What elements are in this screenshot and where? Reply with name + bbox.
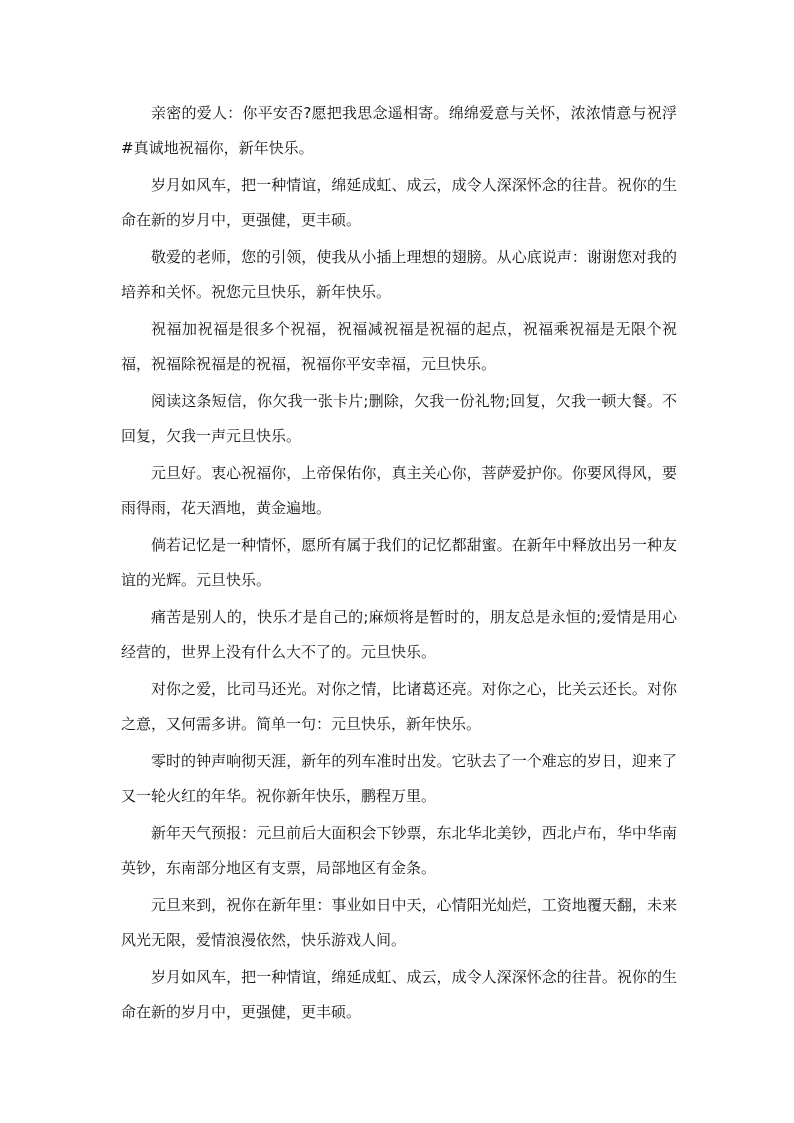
paragraph-11: 新年天气预报：元旦前后大面积会下钞票，东北华北美钞，西北卢布，华中华南英钞，东南部分地区有支票，局部地区有金条。	[121, 824, 677, 877]
paragraph-4: 祝福加祝福是很多个祝福，祝福减祝福是祝福的起点，祝福乘祝福是无限个祝福，祝福除祝福是的祝福，祝福你平安幸福，元旦快乐。	[121, 320, 677, 373]
paragraph-6: 元旦好。衷心祝福你，上帝保佑你，真主关心你，菩萨爱护你。你要风得风，要雨得雨，花天酒地，黄金遍地。	[121, 464, 677, 517]
paragraph-10: 零时的钟声响彻天涯，新年的列车准时出发。它驮去了一个难忘的岁日，迎来了又一轮火红的年华。祝你新年快乐，鹏程万里。	[121, 752, 677, 805]
document-body	[121, 96, 677, 1032]
paragraph-1: 亲密的爱人：你平安否?愿把我思念遥相寄。绵绵爱意与关怀，浓浓情意与祝浮#真诚地祝福你，新年快乐。	[121, 104, 677, 157]
paragraph-7: 倘若记忆是一种情怀，愿所有属于我们的记忆都甜蜜。在新年中释放出另一种友谊的光辉。元旦快乐。	[121, 536, 677, 589]
paragraph-2: 岁月如风车，把一种情谊，绵延成虹、成云，成令人深深怀念的往昔。祝你的生命在新的岁月中，更强健，更丰硕。	[121, 176, 677, 229]
paragraph-13: 岁月如风车，把一种情谊，绵延成虹、成云，成令人深深怀念的往昔。祝你的生命在新的岁月中，更强健，更丰硕。	[121, 968, 677, 1021]
paragraph-9: 对你之爱，比司马还光。对你之情，比诸葛还亮。对你之心，比关云还长。对你之意，又何需多讲。简单一句：元旦快乐，新年快乐。	[121, 680, 677, 733]
paragraph-12: 元旦来到，祝你在新年里：事业如日中天，心情阳光灿烂，工资地覆天翻，未来风光无限，爱情浪漫依然，快乐游戏人间。	[121, 896, 677, 949]
paragraph-8: 痛苦是别人的，快乐才是自己的;麻烦将是暂时的，朋友总是永恒的;爱情是用心经营的，世界上没有什么大不了的。元旦快乐。	[121, 608, 677, 661]
paragraph-5: 阅读这条短信，你欠我一张卡片;删除，欠我一份礼物;回复，欠我一顿大餐。不回复，欠我一声元旦快乐。	[121, 392, 677, 445]
paragraph-3: 敬爱的老师，您的引领，使我从小插上理想的翅膀。从心底说声：谢谢您对我的培养和关怀。祝您元旦快乐，新年快乐。	[121, 248, 677, 301]
